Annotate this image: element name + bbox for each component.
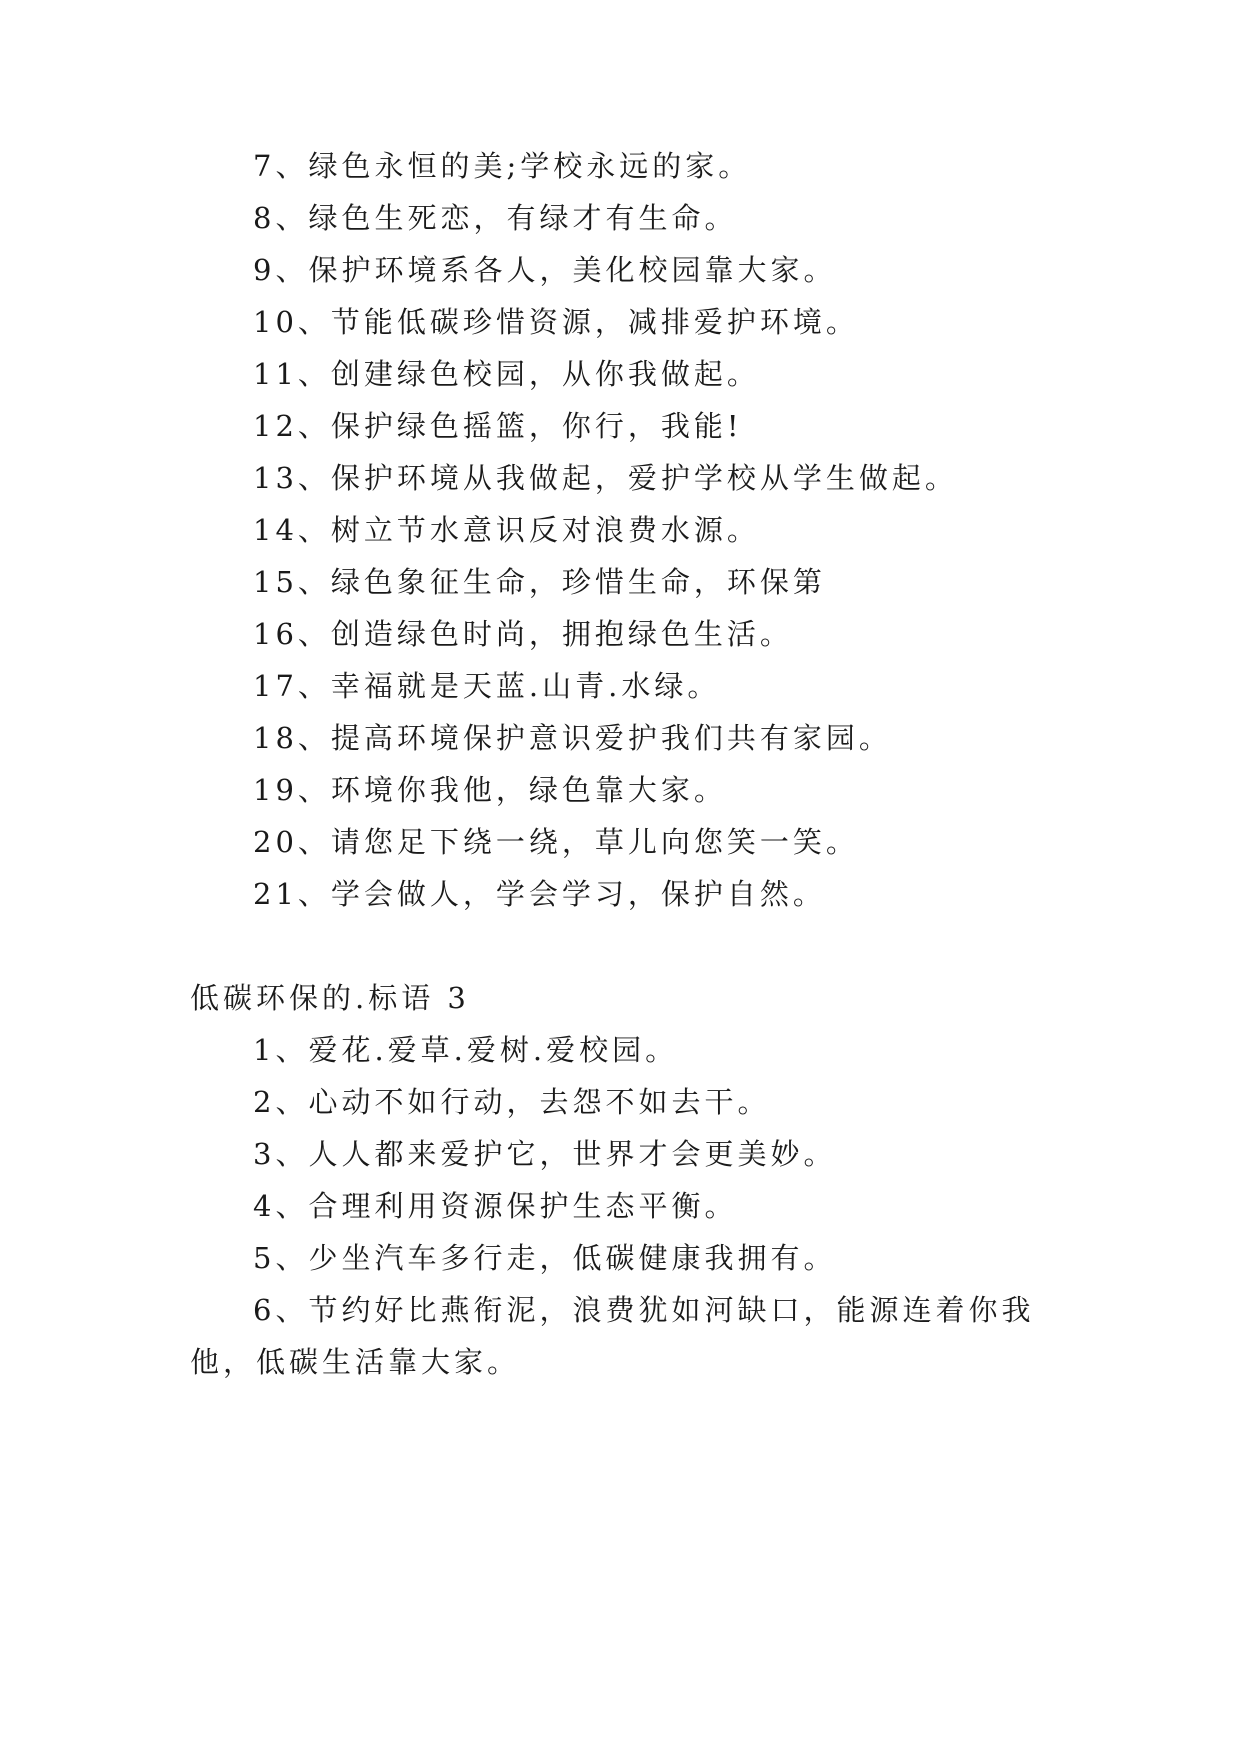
slogan-line: 3、人人都来爱护它，世界才会更美妙。 — [253, 1137, 837, 1171]
slogan-line: 18、提高环境保护意识爱护我们共有家园。 — [253, 721, 892, 755]
slogan-line: 14、树立节水意识反对浪费水源。 — [253, 513, 760, 547]
slogan-line: 10、节能低碳珍惜资源，减排爱护环境。 — [253, 305, 859, 339]
section-heading: 低碳环保的.标语 3 — [190, 981, 470, 1015]
slogan-line: 8、绿色生死恋，有绿才有生命。 — [253, 201, 738, 235]
slogan-line: 6、节约好比燕衔泥，浪费犹如河缺口，能源连着你我 — [253, 1293, 1035, 1327]
slogan-line: 15、绿色象征生命，珍惜生命，环保第 — [253, 565, 826, 599]
slogan-line: 12、保护绿色摇篮，你行，我能! — [253, 409, 743, 443]
slogan-line: 1、爱花.爱草.爱树.爱校园。 — [253, 1033, 679, 1067]
slogan-line: 2、心动不如行动，去怨不如去干。 — [253, 1085, 771, 1119]
slogan-line: 16、创造绿色时尚，拥抱绿色生活。 — [253, 617, 793, 651]
slogan-line: 5、少坐汽车多行走，低碳健康我拥有。 — [253, 1241, 837, 1275]
slogan-line: 17、幸福就是天蓝.山青.水绿。 — [253, 669, 721, 703]
slogan-line: 9、保护环境系各人，美化校园靠大家。 — [253, 253, 837, 287]
slogan-line: 13、保护环境从我做起，爱护学校从学生做起。 — [253, 461, 958, 495]
slogan-continuation: 他，低碳生活靠大家。 — [190, 1345, 521, 1379]
slogan-line: 21、学会做人，学会学习，保护自然。 — [253, 877, 826, 911]
slogan-line: 7、绿色永恒的美;学校永远的家。 — [253, 149, 752, 183]
slogan-line: 19、环境你我他，绿色靠大家。 — [253, 773, 727, 807]
slogan-line: 20、请您足下绕一绕，草儿向您笑一笑。 — [253, 825, 859, 859]
slogan-line: 4、合理利用资源保护生态平衡。 — [253, 1189, 738, 1223]
slogan-line: 11、创建绿色校园，从你我做起。 — [253, 357, 760, 391]
